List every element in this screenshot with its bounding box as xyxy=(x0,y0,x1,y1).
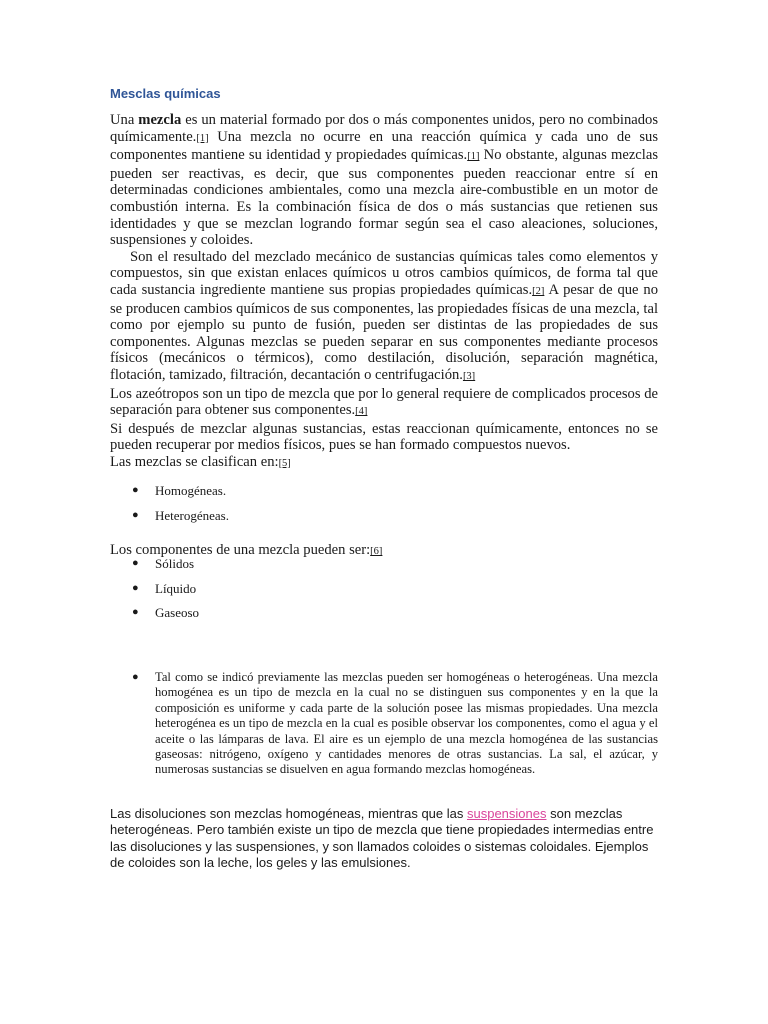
list-item-label: Homogéneas. xyxy=(155,483,227,498)
states-list xyxy=(110,556,199,630)
bullet-icon: ● xyxy=(132,508,139,521)
bullet-icon: ● xyxy=(132,484,139,496)
bullet-icon: ● xyxy=(132,606,139,618)
text-run: No obstante, algunas mezclas pueden ser reactivas, es decir, que sus componentes pueden reaccionar entre sí en determinadas condiciones ambientales, como una mezcla aire-combustible en un motor de combustión interna. Es la combinación física de dos o más sustancias que retienen sus identidades y que se mezclan logrando formar según sea el caso aleaciones, soluciones, suspensiones y coloides. xyxy=(110,147,658,249)
citation-link[interactable]: [6] xyxy=(370,546,383,557)
document-heading: Mesclas químicas xyxy=(110,86,221,101)
colloids-paragraph xyxy=(110,806,658,872)
citation-link[interactable]: [3] xyxy=(462,370,476,382)
homogeneous-heterogeneous-item xyxy=(110,670,658,778)
bullet-icon: ● xyxy=(132,671,139,683)
list-item-label: Heterogéneas. xyxy=(155,507,229,523)
text-run: Son el resultado del mezclado mecánico de sustancias químicas tales como elementos y compuestos, sin que existan enlaces químicos u otros cambios químicos, de forma tal que cada sustancia ingrediente mantiene sus propias propiedades químicas. xyxy=(110,248,658,298)
text-run: Si después de mezclar algunas sustancias, estas reaccionan químicamente, entonces no se pueden recuperar por medios físicos, pues se han formado compuestos nuevos. xyxy=(110,420,658,454)
text-run: Los azeótropos son un tipo de mezcla que por lo general requiere de complicados procesos de separación para obtener sus componentes. xyxy=(110,385,658,419)
list-item-label: Tal como se indicó previamente las mezclas pueden ser homogéneas o heterogéneas. Una mezcla homogénea es un tipo de mezcla en la cual no se distinguen sus componentes y en la que la composición es uniforme y cada parte de la solución posee las mismas propiedades. Una mezcla heterogénea es un tipo de mezcla en la cual es posible observar los componentes, como el agua y el aceite o las lámparas de lava. El aire es un ejemplo de una mezcla homogénea de las sustancias gaseosas: nitrógeno, oxígeno y cantidades menores de otras sustancias. La sal, el azúcar, y numerosas sustancias se disuelven en agua formando mezclas homogéneas. xyxy=(155,670,658,777)
bullet-icon: ● xyxy=(132,581,139,594)
text-run: A pesar de que no se producen cambios químicos de sus componentes, las propiedades físicas de una mezcla, tal como por ejemplo su punto de fusión, pueden ser distintas de las propiedades de sus componentes. Algunas mezclas se pueden separar en sus componentes mediante procesos físicos (mecánicos o térmicos), como destilación, disolución, separación magnética, flotación, tamizado, filtración, decantación o centrifugación. xyxy=(110,281,659,383)
text-run: Las disoluciones son mezclas homogéneas, mientras que las xyxy=(110,806,467,821)
mixture-types-list xyxy=(110,483,229,532)
citation-link[interactable]: [5] xyxy=(278,457,291,469)
text-run: es un material formado por dos o más componentes unidos, pero no combinados químicamente. xyxy=(110,112,658,145)
suspensiones-link[interactable]: suspensiones xyxy=(466,806,547,821)
text-run: Los componentes de una mezcla pueden ser: xyxy=(110,542,371,558)
list-item-label: Sólidos xyxy=(155,556,195,571)
list-item xyxy=(110,508,229,533)
text-run: Una mezcla no ocurre en una reacción química y cada uno de sus componentes mantiene su identidad y propiedades químicas. xyxy=(110,128,658,164)
list-item-label: Líquido xyxy=(155,580,197,596)
text-run: Una xyxy=(110,112,139,128)
main-paragraph xyxy=(110,112,658,472)
list-item xyxy=(110,483,229,508)
bullet-icon: ● xyxy=(132,557,139,569)
list-item xyxy=(110,581,199,606)
citation-link[interactable]: [1] xyxy=(467,151,480,163)
text-run: son mezclas heterogéneas. Pero también existe un tipo de mezcla que tiene propiedades intermedias entre las disoluciones y las suspensiones, y son llamados coloides o sistemas coloidales. Ejemplos de coloides son la leche, los geles y las emulsiones. xyxy=(110,806,654,871)
list-item xyxy=(110,556,199,581)
list-item xyxy=(110,605,199,630)
bold-term: mezcla xyxy=(138,112,182,128)
citation-link[interactable]: [1] xyxy=(196,132,209,144)
text-run: Las mezclas se clasifican en: xyxy=(110,453,279,470)
citation-link[interactable]: [2] xyxy=(532,285,545,297)
citation-link[interactable]: [4] xyxy=(355,406,368,418)
list-item-label: Gaseoso xyxy=(155,605,200,620)
